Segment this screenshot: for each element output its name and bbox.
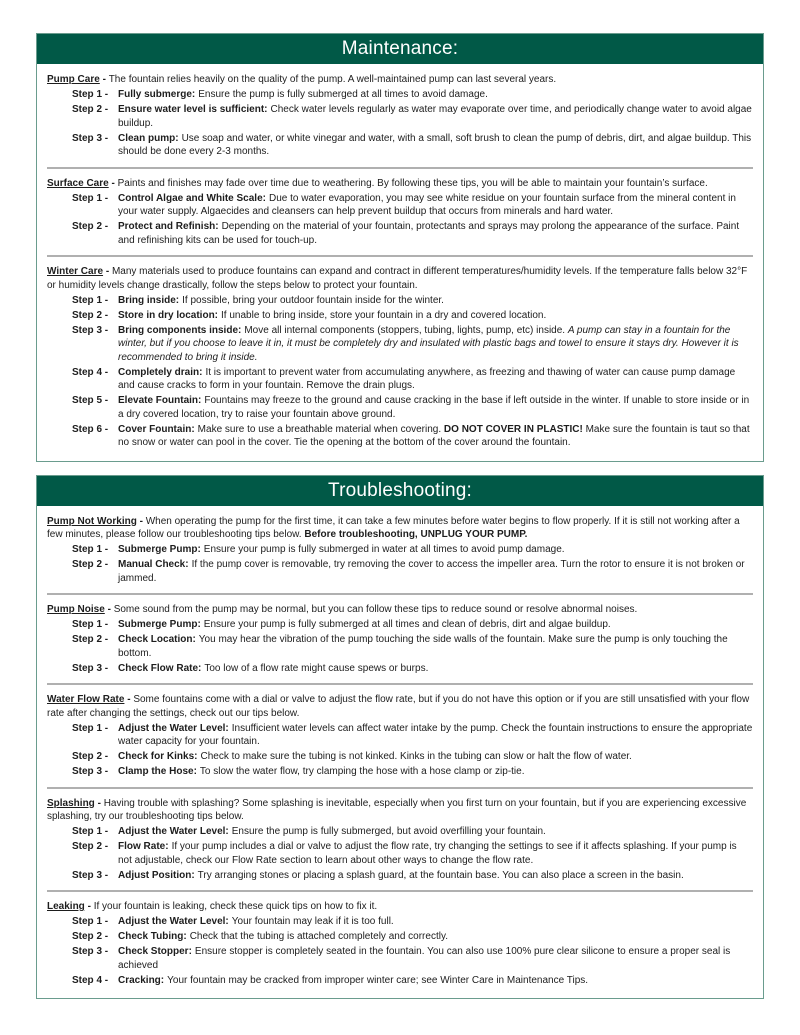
step-label: Step 2 -	[72, 841, 109, 852]
topic-heading: Pump Not Working	[47, 515, 137, 527]
step-title: Bring components inside:	[118, 324, 242, 336]
step-title: Bring inside:	[118, 294, 180, 306]
step-text-segment: Make sure to use a breathable material when covering.	[197, 423, 444, 435]
step-title: Check Tubing:	[118, 931, 187, 942]
intro-text-segment: Before troubleshooting, UNPLUG YOUR PUMP.	[304, 529, 528, 540]
topic-leaking	[47, 900, 753, 987]
topic-divider	[47, 787, 753, 789]
step-label: Step 1 -	[72, 826, 109, 837]
intro-text-segment: The fountain relies heavily on the quality of the pump. A well-maintained pump can last several years.	[108, 74, 557, 85]
step-content	[118, 558, 753, 585]
step-title: Clamp the Hose:	[118, 766, 197, 777]
heading-separator: -	[94, 797, 104, 809]
step-text-segment: Make sure the fountain is taut so that no snow or water can pool in the cover. Tie the opening at the bottom of the cover around the fountain.	[118, 423, 750, 448]
step-content	[118, 132, 753, 159]
step-label: Step 3 -	[72, 324, 109, 336]
step-label: Step 1 -	[72, 722, 109, 734]
intro-text-segment: Having trouble with splashing? Some splashing is inevitable, especially when you first turn on your fountain, but if you are experiencing excessive splashing, try our troubleshooting tips below.	[47, 797, 747, 822]
step-row	[47, 192, 753, 219]
topic-heading: Pump Noise	[47, 604, 105, 615]
section-body	[37, 64, 763, 461]
topic-divider	[47, 890, 753, 892]
step-row	[47, 366, 753, 393]
step-title: Adjust the Water Level:	[118, 916, 229, 927]
step-text-segment: A pump can stay in a fountain for the winter, but if you choose to leave it in, it must be completely dry and insulated with plastic bags and towel to ensure it stays dry. However it is recommended to bring it inside.	[118, 324, 739, 363]
topic-intro	[47, 515, 753, 542]
topic-intro	[47, 693, 753, 720]
section-title: Troubleshooting:	[327, 479, 473, 501]
step-content	[118, 840, 753, 867]
step-row	[47, 722, 753, 749]
step-text-segment: If possible, bring your outdoor fountain inside for the winter.	[182, 294, 444, 306]
step-row	[47, 88, 753, 102]
step-label: Step 1 -	[72, 89, 109, 100]
heading-separator: -	[124, 694, 134, 705]
topic-divider	[47, 683, 753, 685]
topic-heading: Surface Care	[47, 177, 109, 189]
topic-heading: Pump Care	[47, 74, 100, 85]
step-label: Step 2 -	[72, 634, 109, 645]
topic-intro	[47, 177, 753, 191]
intro-text-segment: If your fountain is leaking, check these quick tips on how to fix it.	[93, 901, 378, 912]
step-content	[118, 88, 753, 102]
step-label: Step 1 -	[72, 916, 109, 927]
step-content	[118, 192, 753, 219]
intro-text-segment: When operating the pump for the first time, it can take a few minutes before water begins to flow properly. If it is still not working after a few minutes, please follow our troubleshooting tips below.	[47, 515, 740, 540]
step-label: Step 2 -	[72, 104, 109, 115]
step-content	[118, 294, 753, 308]
step-text-segment: Ensure your pump is fully submerged at all times and clean of debris, dirt and algae buildup.	[203, 619, 611, 630]
step-row	[47, 750, 753, 764]
step-label: Step 3 -	[72, 946, 109, 957]
step-content	[118, 662, 753, 676]
step-content	[118, 309, 753, 323]
heading-separator: -	[103, 266, 112, 277]
topic-divider	[47, 593, 753, 595]
step-row	[47, 423, 753, 450]
heading-separator: -	[104, 604, 114, 615]
step-row	[47, 103, 753, 130]
topic-divider	[47, 255, 753, 257]
step-title: Adjust the Water Level:	[118, 826, 229, 837]
section-title: Maintenance:	[341, 38, 459, 59]
step-text-segment: Insufficient water levels can affect water intake by the pump. Check the fountain instructions to ensure the appropriate water capacity for your fountain.	[118, 722, 753, 747]
step-text-segment: Check to make sure the tubing is not kinked. Kinks in the tubing can slow or halt the flow of water.	[200, 751, 632, 762]
step-text-segment: Use soap and water, or white vinegar and water, with a small, soft brush to clean the pump of debris, dirt, and algae buildup. This should be done every 2-3 months.	[118, 132, 752, 157]
step-text-segment: Try arranging stones or placing a splash guard, at the fountain base. You can also place a screen in the basin.	[197, 869, 684, 881]
step-title: Flow Rate:	[118, 841, 169, 852]
heading-separator: -	[136, 515, 146, 527]
step-text-segment: Check that the tubing is attached completely and correctly.	[189, 931, 448, 942]
step-row	[47, 309, 753, 323]
step-content	[118, 633, 753, 660]
topic-pump-care	[47, 73, 753, 159]
step-title: Cracking:	[118, 974, 165, 986]
step-label: Step 2 -	[72, 309, 109, 321]
step-text-segment: Your fountain may leak if it is too full.	[231, 916, 394, 927]
intro-text-segment: Paints and finishes may fade over time due to weathering. By following these tips, you will be able to maintain your fountain’s surface.	[117, 177, 708, 189]
step-text-segment: Too low of a flow rate might cause spews or burps.	[204, 662, 429, 674]
step-content	[118, 974, 753, 988]
step-row	[47, 618, 753, 632]
step-content	[118, 945, 753, 972]
sections-root	[36, 33, 764, 999]
troubleshooting-section	[36, 475, 764, 1000]
step-title: Ensure water level is sufficient:	[118, 104, 268, 115]
intro-text-segment: Some sound from the pump may be normal, but you can follow these tips to reduce sound or resolve abnormal noises.	[113, 604, 638, 615]
topic-winter-care	[47, 265, 753, 450]
topic-splashing	[47, 797, 753, 883]
topic-intro	[47, 900, 753, 914]
step-content	[118, 220, 753, 247]
step-title: Adjust Position:	[118, 869, 195, 881]
step-title: Check for Kinks:	[118, 751, 198, 762]
step-content	[118, 394, 753, 421]
step-label: Step 2 -	[72, 931, 109, 942]
step-title: Elevate Fountain:	[118, 395, 202, 406]
step-text-segment: Ensure the pump is fully submerged, but avoid overfilling your fountain.	[231, 826, 546, 837]
topic-intro	[47, 73, 753, 87]
step-content	[118, 543, 753, 557]
step-content	[118, 366, 753, 393]
topic-divider	[47, 167, 753, 169]
step-row	[47, 945, 753, 972]
step-row	[47, 840, 753, 867]
step-row	[47, 930, 753, 944]
step-text-segment: Fountains may freeze to the ground and cause cracking in the base if left outside in the winter. If unable to store inside or in a dry covered location, try to raise your fountain above ground.	[118, 395, 750, 420]
step-text-segment: DO NOT COVER IN PLASTIC!	[443, 423, 583, 435]
step-content	[118, 915, 753, 929]
intro-text-segment: Some fountains come with a dial or valve to adjust the flow rate, but if you do not have this option or if you are still unsatisfied with your flow rate after changing the settings, check out our tips below.	[47, 694, 750, 719]
topic-pump-not-working	[47, 515, 753, 586]
heading-separator: -	[99, 74, 109, 85]
step-label: Step 5 -	[72, 395, 109, 406]
topic-heading: Water Flow Rate	[47, 694, 125, 705]
topic-heading: Splashing	[47, 797, 95, 809]
step-text-segment: Move all internal components (stoppers, tubing, lights, pump, etc) inside.	[244, 324, 568, 336]
step-label: Step 1 -	[72, 294, 109, 306]
topic-intro	[47, 797, 753, 824]
step-title: Cover Fountain:	[118, 423, 195, 435]
step-title: Submerge Pump:	[118, 619, 201, 630]
step-row	[47, 633, 753, 660]
step-row	[47, 543, 753, 557]
topic-intro	[47, 603, 753, 617]
step-title: Adjust the Water Level:	[118, 722, 229, 734]
topic-intro	[47, 265, 753, 292]
step-label: Step 4 -	[72, 366, 109, 378]
step-row	[47, 869, 753, 883]
step-label: Step 3 -	[72, 766, 109, 777]
step-row	[47, 294, 753, 308]
step-row	[47, 558, 753, 585]
step-label: Step 3 -	[72, 869, 109, 881]
step-text-segment: Ensure your pump is fully submerged in water at all times to avoid pump damage.	[203, 544, 565, 555]
step-title: Store in dry location:	[118, 309, 219, 321]
step-text-segment: To slow the water flow, try clamping the hose with a hose clamp or zip-tie.	[199, 766, 525, 777]
section-header-bar	[37, 34, 763, 64]
step-row	[47, 825, 753, 839]
step-text-segment: If the pump cover is removable, try removing the cover to access the impeller area. Turn the rotor to ensure it is not broken or jammed.	[118, 559, 745, 584]
step-text-segment: Ensure the pump is fully submerged at all times to avoid damage.	[198, 89, 488, 100]
step-text-segment: Your fountain may be cracked from improper winter care; see Winter Care in Maintenance Tips.	[167, 974, 589, 986]
step-text-segment: If unable to bring inside, store your fountain in a dry and covered location.	[221, 309, 547, 321]
topic-surface-care	[47, 177, 753, 248]
step-label: Step 1 -	[72, 619, 109, 630]
step-row	[47, 132, 753, 159]
heading-separator: -	[84, 901, 94, 912]
topic-heading: Leaking	[47, 901, 85, 912]
step-content	[118, 423, 753, 450]
maintenance-section	[36, 33, 764, 462]
step-label: Step 2 -	[72, 221, 109, 232]
step-label: Step 3 -	[72, 132, 109, 144]
step-row	[47, 662, 753, 676]
step-content	[118, 324, 753, 365]
step-title: Protect and Refinish:	[118, 221, 219, 232]
step-label: Step 2 -	[72, 559, 109, 570]
topic-heading: Winter Care	[47, 266, 104, 277]
heading-separator: -	[108, 177, 118, 189]
intro-text-segment: Many materials used to produce fountains can expand and contract in different temperatures/humidity levels. If the temperature falls below 32°F or humidity levels change drastically, follow the steps below to protect your fountain.	[47, 266, 748, 291]
step-text-segment: Depending on the material of your fountain, protectants and sprays may prolong the appearance of the surface. Paint and refinishing kits can be used for touch-up.	[118, 221, 740, 246]
step-title: Manual Check:	[118, 559, 189, 570]
step-text-segment: If your pump includes a dial or valve to adjust the flow rate, try changing the settings to see if it affects splashing. If your pump is not adjustable, check our Flow Rate section to learn about other ways to change the flow rate.	[118, 841, 737, 866]
step-text-segment: It is important to prevent water from accumulating anywhere, as freezing and thawing of water can cause pump damage and cause cracks to form in your fountain. Remove the drain plugs.	[118, 366, 736, 391]
topic-water-flow-rate	[47, 693, 753, 779]
step-title: Fully submerge:	[118, 89, 196, 100]
topic-pump-noise	[47, 603, 753, 675]
step-row	[47, 974, 753, 988]
step-content	[118, 750, 753, 764]
step-label: Step 1 -	[72, 192, 109, 204]
step-label: Step 3 -	[72, 662, 109, 674]
step-row	[47, 915, 753, 929]
step-content	[118, 103, 753, 130]
step-title: Check Location:	[118, 634, 196, 645]
step-row	[47, 220, 753, 247]
step-content	[118, 825, 753, 839]
step-title: Submerge Pump:	[118, 544, 201, 555]
step-label: Step 1 -	[72, 544, 109, 555]
step-text-segment: Check water levels regularly as water may evaporate over time, and periodically change water to avoid algae buildup.	[118, 104, 752, 129]
step-title: Completely drain:	[118, 366, 203, 378]
step-content	[118, 869, 753, 883]
step-text-segment: Due to water evaporation, you may see white residue on your fountain surface from the mineral content in your water supply. Algaecides and cleansers can help prevent buildup that occurs from minerals and hard water.	[118, 192, 736, 217]
step-content	[118, 722, 753, 749]
step-row	[47, 324, 753, 365]
section-header-bar	[37, 476, 763, 506]
step-title: Check Stopper:	[118, 946, 192, 957]
step-text-segment: Ensure stopper is completely seated in the fountain. You can also use 100% pure clear silicone to ensure a proper seal is achieved	[118, 946, 731, 971]
step-title: Check Flow Rate:	[118, 662, 202, 674]
step-label: Step 2 -	[72, 751, 109, 762]
step-content	[118, 618, 753, 632]
step-row	[47, 394, 753, 421]
step-label: Step 4 -	[72, 974, 109, 986]
step-text-segment: You may hear the vibration of the pump touching the side walls of the fountain. Make sure the pump is only touching the bottom.	[118, 634, 728, 659]
step-title: Clean pump:	[118, 132, 179, 144]
step-content	[118, 765, 753, 779]
step-content	[118, 930, 753, 944]
section-body	[37, 506, 763, 999]
step-title: Control Algae and White Scale:	[118, 192, 266, 204]
step-row	[47, 765, 753, 779]
step-label: Step 6 -	[72, 423, 109, 435]
